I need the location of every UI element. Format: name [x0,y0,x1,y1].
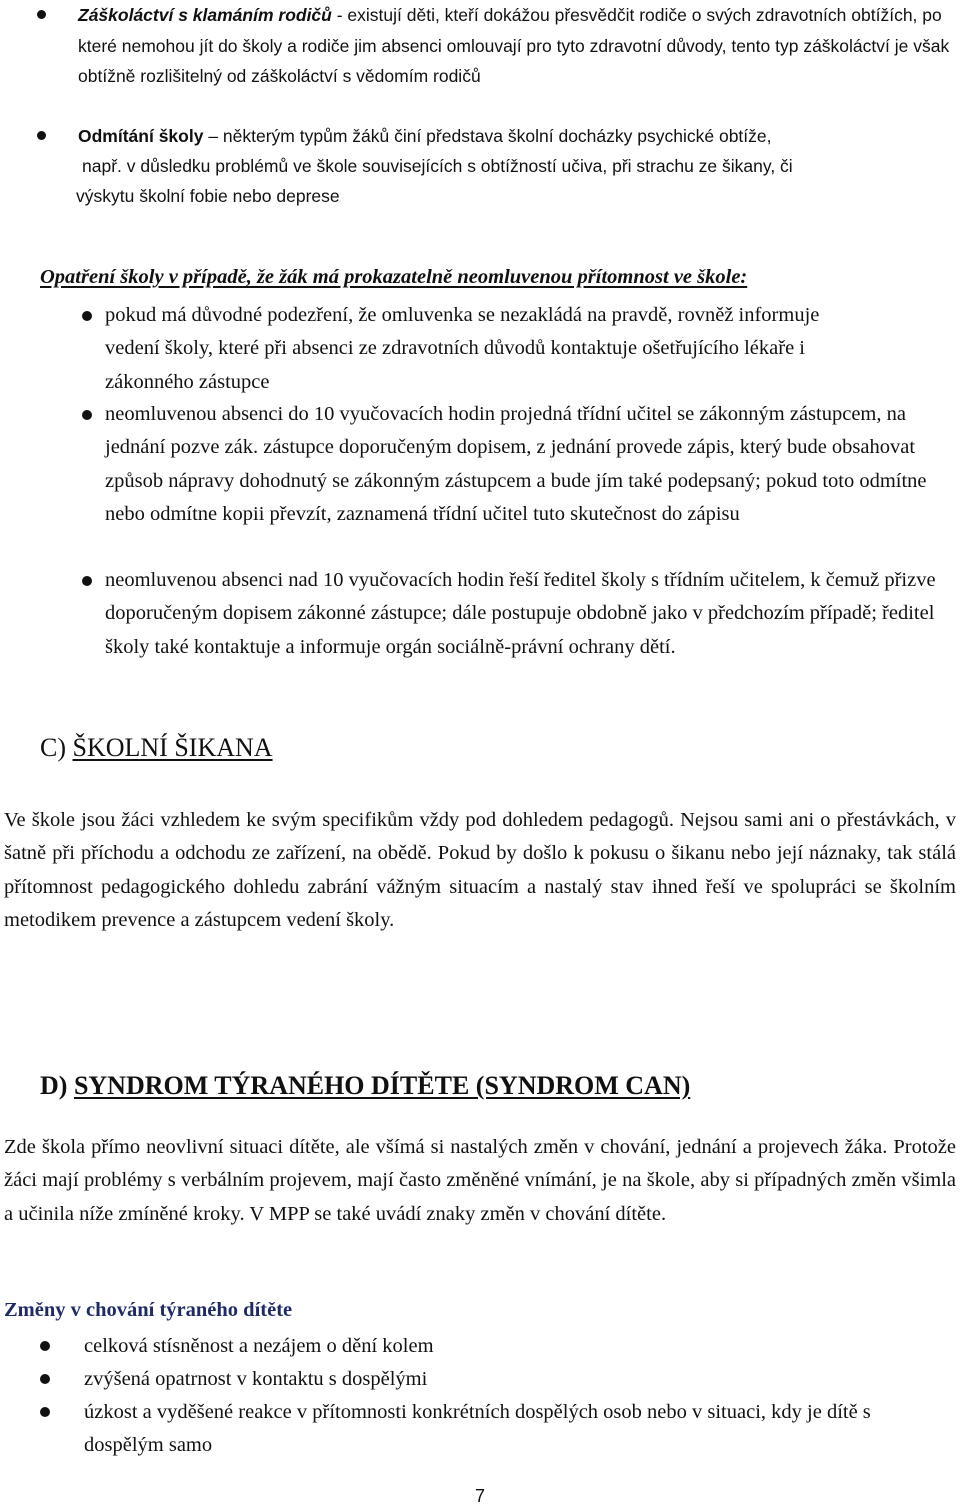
bullet-icon [82,576,92,586]
section-d-title [40,1071,690,1101]
bullet-icon [82,311,92,321]
measures-item-3: neomluvenou absenci nad 10 vyučovacích hodin řeší ředitel školy s třídním učitelem, k čemuž přizve doporučeným dopisem zákonné zástupce; dále postupuje obdobně jako v předchozím případě; ředitel školy také kontaktuje a informuje orgán sociálně-právní ochrany dětí. [105,569,936,658]
bullet-icon [40,1374,50,1384]
changes-item-3: úzkost a vyděšené reakce v přítomnosti konkrétních dospělých osob nebo v situaci, kdy je dítě s dospělým samo [84,1401,871,1457]
section-c-prefix: C) [40,733,73,762]
measures-heading: Opatření školy v případě, že žák má prokazatelně neomluvenou přítomnost ve škole: [40,266,748,288]
changes-item-2: zvýšená opatrnost v kontaktu s dospělými [84,1368,428,1390]
changes-item-1: celková stísněnost a nezájem o dění kolem [84,1335,434,1357]
intro-bullet-2-text-1: – některým typům žáků činí představa školní docházky psychické obtíže, [203,126,772,146]
intro-bullet-2-line-2: např. v důsledku problémů ve škole souvisejících s obtížností učiva, při strachu ze šikany, či [82,156,793,176]
measures-item-1: pokud má důvodné podezření, že omluvenka se nezakládá na pravdě, rovněž informuje vedení školy, které při absenci ze zdravotních důvodů kontaktuje ošetřujícího lékaře i zákonného zástupce [105,304,820,393]
intro-bullet-1-text: - existují děti, kteří dokážou přesvědčit rodiče o svých zdravotních obtížích, po které nemohou jít do školy a rodiče jim absenci omlouvají pro tyto zdravotní důvody, tento typ záškoláctví je však obtížně rozlišitelný od záškoláctví s vědomím rodičů [78,5,950,86]
changes-heading: Změny v chování týraného dítěte [4,1299,293,1321]
section-c-title [40,733,273,763]
intro-bullet-2 [78,121,958,152]
bullet-icon [40,1341,50,1351]
section-d-title-text: SYNDROM TÝRANÉHO DÍTĚTE (SYNDROM CAN) [73,1071,691,1100]
bullet-icon [37,10,46,19]
bullet-icon [40,1407,50,1417]
intro-bullet-1-term: Záškoláctví s klamáním rodičů [78,5,332,25]
section-c-paragraph: Ve škole jsou žáci vzhledem ke svým specifikům vždy pod dohledem pedagogů. Nejsou sami ani o přestávkách, v šatně při příchodu a odchodu ze zařízení, na obědě. Pokud by došlo k pokusu o šikanu nebo její náznaky, tak stálá přítomnost pedagogického dohledu zabrání vážným situacím a nastalý stav ihned řeší ve spolupráci se školním metodikem prevence a zástupcem vedení školy. [4,809,956,931]
section-d-prefix: D) [40,1071,74,1100]
section-d-paragraph: Zde škola přímo neovlivní situaci dítěte, ale všímá si nastalých změn v chování, jednání a projevech žáka. Protože žáci mají problémy s verbálním projevem, mají často změněné vnímání, je na škole, aby si případných změn všimla a učinila níže zmíněné kroky. V MPP se také uvádí znaky změn v chování dítěte. [4,1136,956,1225]
intro-bullet-2-line-3: výskytu školní fobie nebo deprese [76,186,340,206]
page-number: 7 [474,1486,485,1506]
bullet-icon [37,131,46,140]
section-c-title-text: ŠKOLNÍ ŠIKANA [72,733,273,762]
intro-bullet-2-term: Odmítání školy [78,126,204,146]
measures-item-2: neomluvenou absenci do 10 vyučovacích hodin projedná třídní učitel se zákonným zástupcem, na jednání pozve zák. zástupce doporučeným dopisem, z jednání provede zápis, který bude obsahovat způsob nápravy dohodnutý se zákonným zástupcem a bude jím také podepsaný; pokud toto odmítne nebo odmítne kopii převzít, zaznamená třídní učitel tuto skutečnost do zápisu [105,403,927,525]
intro-bullet-1 [78,0,958,92]
bullet-icon [82,410,92,420]
